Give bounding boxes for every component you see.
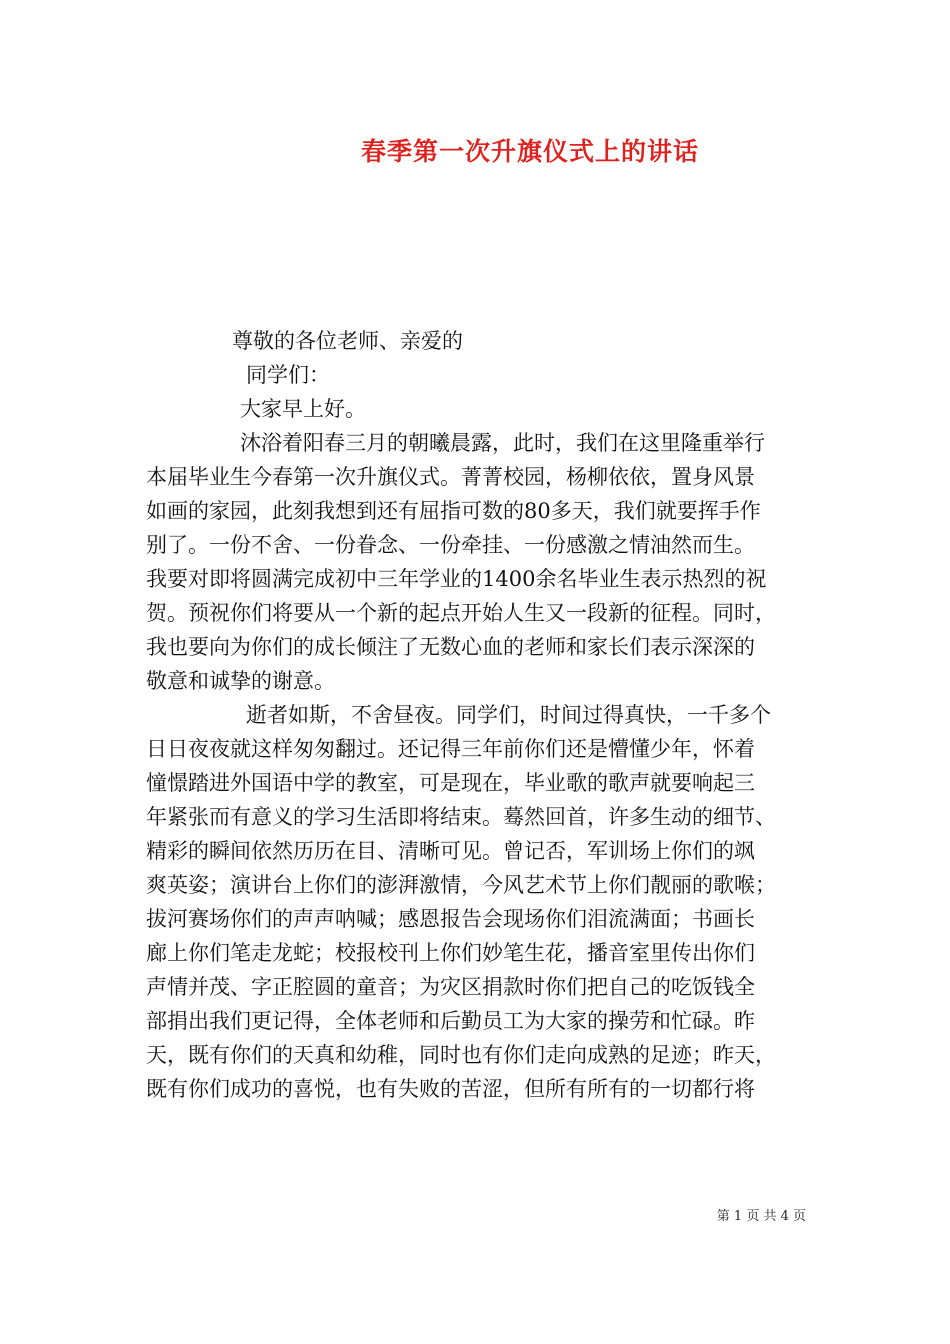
paragraph-line: 爽英姿；演讲台上你们的澎湃激情，今风艺术节上你们靓丽的歌喉； <box>146 873 776 897</box>
paragraph-line: 年紧张而有意义的学习生活即将结束。蓦然回首，许多生动的细节、 <box>146 805 776 829</box>
paragraph-line: 既有你们成功的喜悦，也有失败的苦涩，但所有所有的一切都行将 <box>146 1077 755 1101</box>
paragraph-line: 我要对即将圆满完成初中三年学业的1400余名毕业生表示热烈的祝 <box>146 567 767 591</box>
paragraph-line: 日日夜夜就这样匆匆翻过。还记得三年前你们还是懵懂少年，怀着 <box>146 737 755 761</box>
page-number: 第 1 页 共 4 页 <box>716 1209 806 1224</box>
speech-body <box>146 324 806 1106</box>
paragraph-line: 部捐出我们更记得，全体老师和后勤员工为大家的操劳和忙碌。昨 <box>146 1009 755 1033</box>
paragraph-line: 沐浴着阳春三月的朝曦晨露，此时，我们在这里隆重举行 <box>240 431 765 455</box>
paragraph-line: 精彩的瞬间依然历历在目、清晰可见。曾记否，军训场上你们的飒 <box>146 839 755 863</box>
salutation-line: 尊敬的各位老师、亲爱的 <box>232 329 463 353</box>
paragraph-line: 贺。预祝你们将要从一个新的起点开始人生又一段新的征程。同时， <box>146 601 776 625</box>
paragraph-line: 如画的家园，此刻我想到还有屈指可数的80多天，我们就要挥手作 <box>146 499 761 523</box>
paragraph-line: 别了。一份不舍、一份眷念、一份牵挂、一份感激之情油然而生。 <box>146 533 755 557</box>
paragraph-line: 我也要向为你们的成长倾注了无数心血的老师和家长们表示深深的 <box>146 635 755 659</box>
greeting-line: 大家早上好。 <box>240 397 366 421</box>
paragraph-line: 天，既有你们的天真和幼稚，同时也有你们走向成熟的足迹；昨天， <box>146 1043 776 1067</box>
paragraph-line: 逝者如斯，不舍昼夜。同学们，时间过得真快，一千多个 <box>246 703 771 727</box>
paragraph-line: 憧憬踏进外国语中学的教室，可是现在，毕业歌的歌声就要响起三 <box>146 771 755 795</box>
paragraph-line: 拔河赛场你们的声声呐喊；感恩报告会现场你们泪流满面；书画长 <box>146 907 755 931</box>
salutation-line: 同学们： <box>246 363 330 387</box>
paragraph-line: 敬意和诚挚的谢意。 <box>146 669 335 693</box>
paragraph-line: 廊上你们笔走龙蛇；校报校刊上你们妙笔生花，播音室里传出你们 <box>146 941 755 965</box>
document-title: 春季第一次升旗仪式上的讲话 <box>360 137 699 166</box>
paragraph-line: 声情并茂、字正腔圆的童音；为灾区捐款时你们把自己的吃饭钱全 <box>146 975 755 999</box>
paragraph-line: 本届毕业生今春第一次升旗仪式。菁菁校园，杨柳依依，置身风景 <box>146 465 755 489</box>
